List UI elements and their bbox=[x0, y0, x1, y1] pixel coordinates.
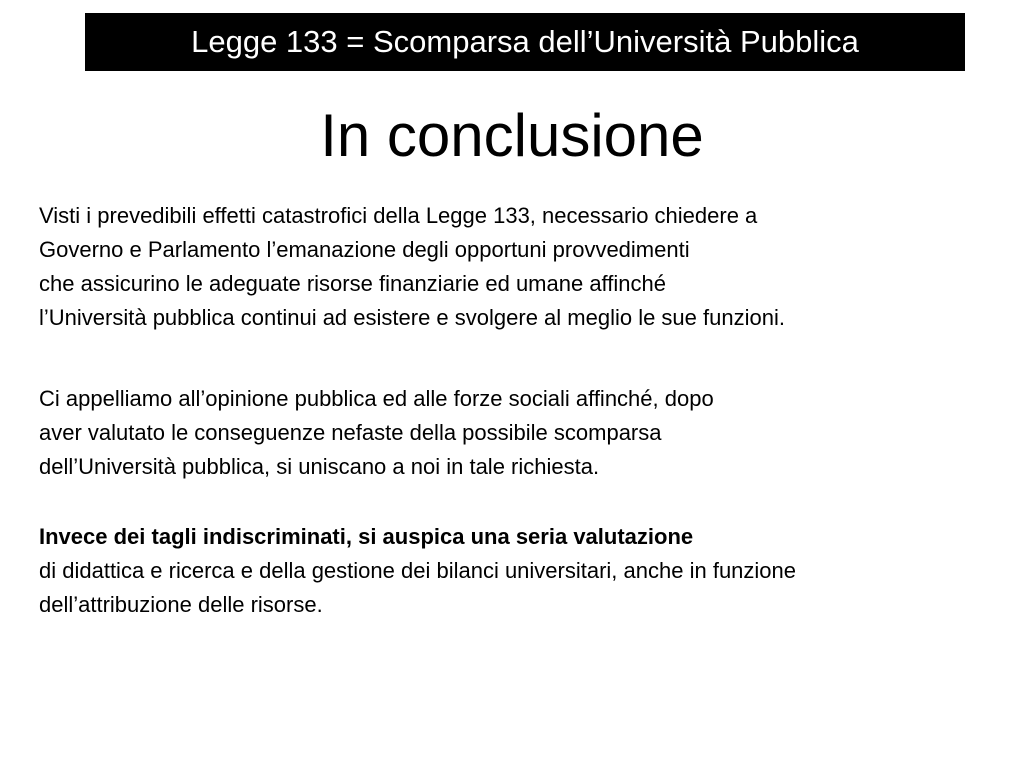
paragraph-2 bbox=[39, 382, 714, 484]
paragraph-line: Visti i prevedibili effetti catastrofici della Legge 133, necessario chiedere a bbox=[39, 203, 758, 228]
paragraph-line: che assicurino le adeguate risorse finanziarie ed umane affinché bbox=[39, 271, 666, 296]
paragraph-line: di didattica e ricerca e della gestione dei bilanci universitari, anche in funzione bbox=[39, 558, 797, 583]
slide-title: In conclusione bbox=[320, 102, 704, 169]
paragraph-line: Governo e Parlamento l’emanazione degli opportuni provvedimenti bbox=[39, 237, 690, 262]
paragraph-line: Ci appelliamo all’opinione pubblica ed alle forze sociali affinché, dopo bbox=[39, 386, 714, 411]
banner-title: Legge 133 = Scomparsa dell’Università Pubblica bbox=[85, 13, 965, 71]
paragraph-1 bbox=[39, 199, 785, 335]
paragraph-line: dell’attribuzione delle risorse. bbox=[39, 592, 323, 617]
paragraph-line: aver valutato le conseguenze nefaste della possibile scomparsa bbox=[39, 420, 662, 445]
paragraph-line: l’Università pubblica continui ad esistere e svolgere al meglio le sue funzioni. bbox=[39, 305, 785, 330]
paragraph-3 bbox=[39, 520, 796, 622]
paragraph-bold-line: Invece dei tagli indiscriminati, si auspica una seria valutazione bbox=[39, 524, 694, 549]
paragraph-line: dell’Università pubblica, si uniscano a noi in tale richiesta. bbox=[39, 454, 600, 479]
